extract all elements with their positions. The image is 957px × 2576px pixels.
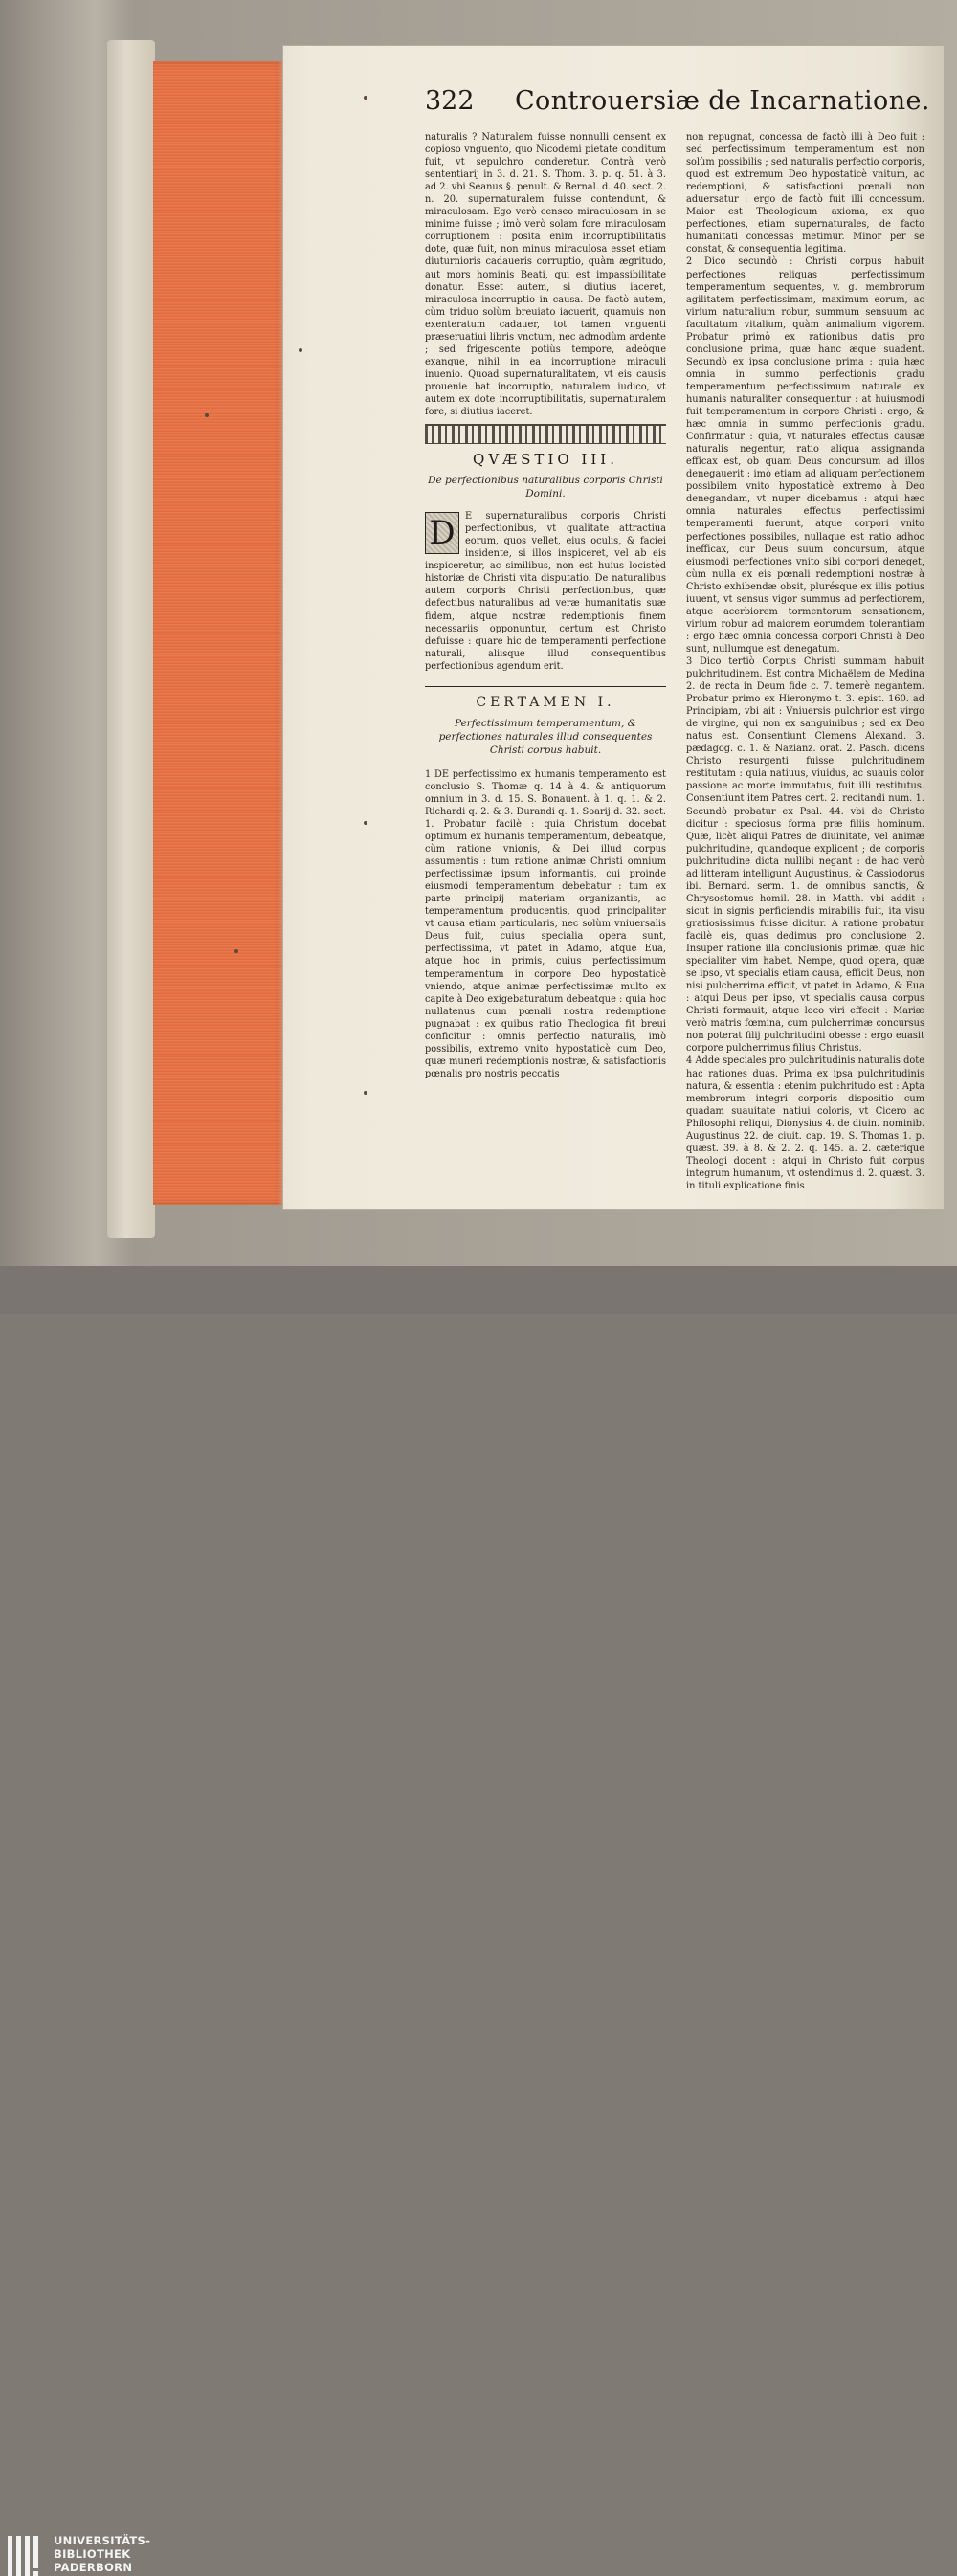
wormhole-mark bbox=[364, 821, 367, 825]
left-paragraph-2 bbox=[425, 510, 666, 673]
library-logo-text bbox=[54, 2534, 150, 2574]
certamen-title: CERTAMEN I. bbox=[476, 694, 615, 710]
wormhole-mark bbox=[364, 96, 367, 100]
right-paragraph-3: 3 Dico tertiò Corpus Christi summam habuit pulchritudinem. Est contra Michaëlem de Medina 2. de recta in Deum fide c. 7. temerè negantem. Probatur primo ex Hieronymo t. 3. epist. 160. ad Principiam, vbi ait : Vniuersis pulchrior est virgo de virgine, qui non ex sanguinibus ; sed ex Deo natus est. Consentiunt Clemens Alexand. 3. pædagog. c. 1. & Nazianz. orat. 2. Pasch. dicens Christo resurgenti fuisse pulchritudinem restitutam : quia natiuus, viuidus, ac suauis color passione ac morte immutatus, fuit illi restitutus. Consentiunt item Patres cert. 2. recitandi num. 1. Secundò probatur ex Psal. 44. vbi de Christo dicitur : speciosus forma præ filiis hominum. Quæ, licèt aliqui Patres de diuinitate, vel animæ pulchritudine, quandoque explicent ; de corporis pulchritudine dicta nullibi negant : de hac verò ad litteram intelligunt Augustinus, & Cassiodorus ibi. Bernard. serm. 1. de omnibus sanctis, & Chrysostomus homil. 28. in Matth. vbi addit : sicut in signis perficiendis mirabilis fuit, ita visu gratiosissimus fuisse dicitur. A ratione probatur facilè eis, quas dedimus pro conclusione 2. Insuper ratione illa conclusionis primæ, quæ hic specialiter vim habet. Nempe, quod opera, quæ se ipso, vt specialis etiam causa, efficit Deus, non nisi pulcherrima efficit, vt patet in Adamo, & Eua : atqui Deus per ipso, vt specialis causa corpus Christi formauit, atque loco viri effecit : Mariæ verò matris fœmina, cum pulcherrimæ concursus non poterat filij pulchritudini obesse : ergo euasit corpore pulcherrimus filius Christus. bbox=[686, 655, 924, 1055]
right-column bbox=[686, 131, 924, 1192]
running-title: Controuersiæ de Incarnatione. bbox=[515, 86, 930, 116]
question-title: QVÆSTIO III. bbox=[473, 451, 618, 469]
scanned-book bbox=[0, 0, 957, 1266]
ornament-band bbox=[425, 424, 666, 444]
logo-line-2: BIBLIOTHEK bbox=[54, 2547, 131, 2561]
wormhole-mark bbox=[205, 413, 209, 417]
library-logo-icon bbox=[8, 2536, 46, 2576]
page-header bbox=[425, 86, 942, 128]
left-paragraph-1: naturalis ? Naturalem fuisse nonnulli censent ex copioso vnguento, quo Nicodemi pietate conditum fuit, vt sepulchro conderetur. Contrà verò sententiarij in 3. d. 21. S. Thom. 3. p. q. 51. à 3. ad 2. vbi Seanus §. penult. & Bernal. d. 40. sect. 2. n. 20. supernaturalem fuisse contendunt, & miraculosam. Ego verò censeo miraculosam in se minime fuisse ; imò verò solam fore miraculosam corruptionem : posita enim incorruptibilitatis dote, quæ fuit, non minus miraculosa esset etiam diuturnioris cadaueris corruptio, quàm ægritudo, aut mors hominis Beati, qui est impassibilitate donatur. Esset autem, si diutius iaceret, miraculosa incorruptio in causa. De factò autem, cùm triduo solùm breuiato iacuerit, quamuis non exenteratum cadauer, tot tamen vnguenti præseruatiui libris vnctum, nec admodùm ardente ; sed frigescente potiùs tempore, adeòque exangue, nihil in ea incorruptione miraculi inuenio. Quoad supernaturalitatem, vt eis causis prouenie bat incorruptio, naturalem iudico, vt autem ex dote incorruptibilitatis, supernaturalem fore, si diutius iaceret. bbox=[425, 132, 667, 418]
page-fore-edge bbox=[153, 61, 287, 1205]
certamen-subtitle: Perfectissimum temperamentum, & perfectiones naturales illud consequentes Christi corpus habuit. bbox=[438, 717, 653, 756]
left-paragraph-3: 1 DE perfectissimo ex humanis temperamento est conclusio S. Thomæ q. 14 à 4. & antiquorum omnium in 3. d. 15. S. Bonauent. à 1. q. 1. & 2. Richardi q. 2. & 3. Durandi q. 1. Soarij d. 32. sect. 1. Probatur facilè : quia Christum docebat optimum ex humanis temperamentum, debeatque, cùm ratione vnionis, & Dei illud corpus assumentis : tum ratione animæ Christi omnium perfectissimæ ipsum informantis, cui proinde eiusmodi temperamentum debebatur : tum ex parte principij materiam organizantis, ac temperamentum producentis, quod principaliter vt causa etiam particularis, nec solùm vniuersalis Deus fuit, cuius specialia opera sunt, perfectissima, vt patet in Adamo, atque Eua, atque hoc in primis, cuius perfectissimum temperamentum in corpore Deo hypostaticè vniendo, atque animæ perfectissimæ multo ex capite à Deo exigebaturatum debeatque : quia hoc nullatenus cum pœnali nostra redemptione pugnabat : ex quibus ratio Theologica fit breui conficitur : omnis perfectio naturalis, imò possibilis, extremo vnito hypostaticè cum Deo, quæ muneri redemptionis nostræ, & satisfactionis pœnalis pro nostris peccatis bbox=[425, 768, 666, 1079]
wormhole-mark bbox=[234, 949, 238, 953]
dropcap-letter: D bbox=[429, 514, 456, 553]
logo-line-1: UNIVERSITÄTS- bbox=[54, 2534, 151, 2547]
right-paragraph-1: non repugnat, concessa de factò illi à Deo fuit : sed perfectissimum temperamentum est non solùm possibilis ; sed naturalis perfectio corporis, quod est extremum Deo hypostaticè vnitum, ac redemptioni, & satisfactioni pœnali non aduersatur : ergo de factò fuit illi concessum. Maior est Theologicum axioma, ex quo perfectiones, etiam supernaturales, de facto humanitati concessas metimur. Minor per se constat, & consequentia legitima. bbox=[686, 132, 924, 255]
page-number: 322 bbox=[425, 86, 475, 116]
question-subtitle: De perfectionibus naturalibus corporis Christi Domini. bbox=[428, 475, 663, 500]
dropcap-initial bbox=[425, 512, 459, 554]
right-paragraph-2: 2 Dico secundò : Christi corpus habuit perfectiones reliquas perfectissimum temperamentum sequentes, v. g. membrorum agilitatem perfectissimam, maximum eorum, ac virium naturalium robur, summum sensuum ac facultatum vitalium, quàm animalium vigorem. Probatur primò ex rationibus datis pro conclusione prima, quæ hanc æque suadent. Secundò ex ipsa conclusione prima : quia hæc omnia in summo perfectionis gradu temperamentum perfectissimum naturale ex humanis naturaliter consequentur : at huiusmodi fuit temperamentum in corpore Christi : ergo, & hæc omnia in summo perfectionis gradu. Confirmatur : quia, vt naturales effectus causæ naturalis negentur, ratio aliqua assignanda efficax est, ob quam Deus concursum ad illos denegauerit : imò etiam ad aliquam perfectionem possibilem vnito hypostaticè extremo à Deo denegandam, vt nuper dicebamus : atqui hæc omnia naturales effectus perfectissimi temperamenti fuerunt, atque corpori vnito perfectiones possibiles, nullaque est ratio adhoc inefficax, cur Deus suum concursum, atque eiusmodi perfectiones vnito sibi corpori deneget, cùm nulla ex eis pœnali redemptioni nostræ à Christo exhibendæ obsit, plurésque ex illis potius iuuent, vt sensus vigor summus ad perfectiorem, atque acerbiorem tormentorum sensationem, virium robur ad maiorem eorumdem tolerantiam : ergo hæc omnia concessa corpori Christi à Deo sunt, nullumque est denegatum. bbox=[686, 256, 924, 655]
wormhole-mark bbox=[364, 1091, 367, 1095]
footer-bar bbox=[0, 1266, 957, 2574]
book-cover-edge bbox=[107, 40, 155, 1238]
logo-line-3: PADERBORN bbox=[54, 2561, 133, 2574]
wormhole-mark bbox=[299, 348, 302, 352]
right-paragraph-4: 4 Adde speciales pro pulchritudinis naturalis dote hac rationes duas. Prima ex ipsa pulchritudinis natura, & essentia : etenim pulchritudo est : Apta membrorum integri corporis dispositio cum quadam suauitate natiui coloris, vt Cicero ac Philosophi reliqui, Dionysius 4. de diuin. nominib. Augustinus 22. de ciuit. cap. 19. S. Thomas 1. p. quæst. 39. à 8. & 2. 2. q. 145. a. 2. cæterique Theologi docent : atqui in Christo fuit corpus integrum humanum, vt ostendimus d. 2. quæst. 3. in tituli explicatione finis bbox=[686, 1055, 924, 1191]
section-rule bbox=[425, 686, 666, 687]
left-column bbox=[425, 131, 666, 1080]
left-paragraph-2-text: E supernaturalibus corporis Christi perfectionibus, vt qualitate attractiua eorum, quos vellet, eius oculis, & faciei insidente, si illos inspiceret, vel ab eis inspiceretur, ac similibus, non est huius locistèd historiæ de Christi vita disputatio. De naturalibus autem corporis Christi perfectionibus, quæ defectibus naturalibus ad veræ humanitatis suæ fidem, atque nostræ redemptionis finem necessariis opponuntur, certum est Christo defuisse : quare hic de temperamenti perfectione naturali, aliisque illud consequentibus perfectionibus agendum erit. bbox=[425, 511, 666, 672]
